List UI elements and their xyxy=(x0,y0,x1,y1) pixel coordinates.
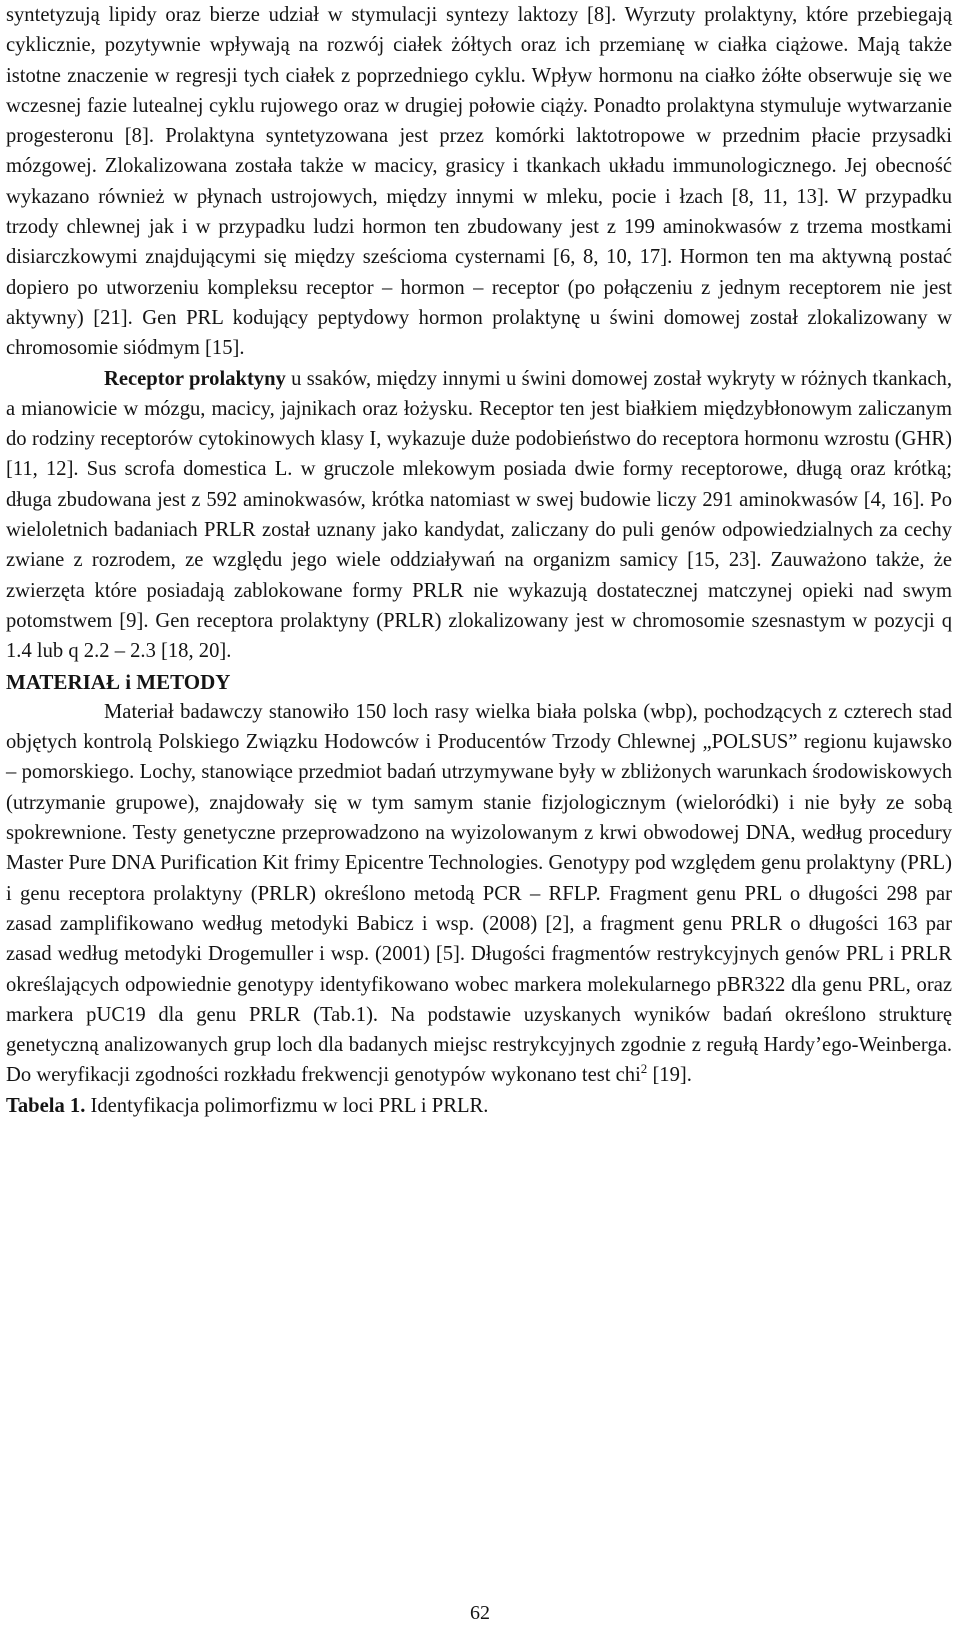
superscript-2: 2 xyxy=(640,1061,648,1077)
table-caption-label: Tabela 1. xyxy=(6,1094,86,1117)
table-caption xyxy=(6,1091,952,1121)
paragraph-prolactin-continuation xyxy=(6,0,952,364)
paragraph-text: Materiał badawczy stanowiło 150 loch rasy wielka biała polska (wbp), pochodzących z czterech stad objętych kontrolą Polskiego Związku Hodowców i Producentów Trzody Chlewnej „POLSUS” regionu kujawsko – pomorskiego. Lochy, stanowiące przedmiot badań utrzymywane były w zbliżonych warunkach środowiskowych (utrzymanie grupowe), znajdowały się w tym samym stanie fizjologicznym (wieloródki) i nie były ze sobą spokrewnione. Testy genetyczne przeprowadzono na wyizolowanym z krwi obwodowej DNA, według procedury Master Pure DNA Purification Kit frimy Epicentre Technologies. Genotypy pod względem genu prolaktyny (PRL) i genu receptora prolaktyny (PRLR) określono metodą PCR – RFLP. Fragment genu PRL o długości 298 par zasad zamplifikowano według metodyki Babicz i wsp. (2008) [2], a fragment genu PRLR o długości 163 par zasad według metodyki Drogemuller i wsp. (2001) [5]. Długości fragmentów restrykcyjnych genów PRL i PRLR określających odpowiednie genotypy identyfikowano wobec markera molekularnego pBR322 dla genu PRL, oraz markera pUC19 dla genu PRLR (Tab.1). Na podstawie uzyskanych wyników badań określono strukturę genetyczną analizowanych grup loch dla badanych miejsc restrykcyjnych zgodnie z regułą Hardy’ego-Weinberga. Do weryfikacji zgodności rozkładu frekwencji genotypów wykonano test chi xyxy=(6,700,952,1087)
document-page xyxy=(6,0,952,1121)
section-heading-material-i-metody: MATERIAŁ i METODY xyxy=(6,669,231,694)
bold-term-receptor-prolaktyny: Receptor prolaktyny xyxy=(104,367,286,390)
paragraph-text: syntetyzują lipidy oraz bierze udział w stymulacji syntezy laktozy [8]. Wyrzuty prolaktyny, które przebiegają cyklicznie, pozytywnie wpływają na rozwój ciałek żółtych oraz ich przemianę w ciałka ciążowe. Mają także istotne znaczenie w regresji tych ciałek z poprzedniego cyklu. Wpływ hormonu na ciałko żółte obserwuje się we wczesnej fazie lutealnej cyklu rujowego oraz w drugiej połowie ciąży. Ponadto prolaktyna stymuluje wytwarzanie progesteronu [8]. Prolaktyna syntetyzowana jest przez komórki laktotropowe w przednim płacie przysadki mózgowej. Zlokalizowana została także w macicy, grasicy i tkankach układu immunologicznego. Jej obecność wykazano również w płynach ustrojowych, między innymi w mleku, pocie i łzach [8, 11, 13]. W przypadku trzody chlewnej jak i w przypadku ludzi hormon ten zbudowany jest z 199 aminokwasów z trzema mostkami disiarczkowymi znajdującymi się między sześcioma cysternami [6, 8, 10, 17]. Hormon ten ma aktywną postać dopiero po utworzeniu kompleksu receptor – hormon – receptor (po połączeniu z jednym receptorem nie jest aktywny) [21]. Gen PRL kodujący peptydowy hormon prolaktynę u świni domowej został zlokalizowany w chromosomie siódmym [15]. xyxy=(6,4,952,360)
paragraph-text: u ssaków, między innymi u świni domowej został wykryty w różnych tkankach, a mianowicie w mózgu, macicy, jajnikach oraz łożysku. Receptor ten jest białkiem międzybłonowym zaliczanym do rodziny receptorów cytokinowych klasy I, wykazuje duże podobieństwo do receptora hormonu wzrostu (GHR) [11, 12]. Sus scrofa domestica L. w gruczole mlekowym posiada dwie formy receptorowe, długą oraz krótką; długa zbudowana jest z 592 aminokwasów, krótka natomiast w swej budowie liczy 291 aminokwasów [4, 16]. Po wieloletnich badaniach PRLR został uznany jako kandydat, zaliczany do puli genów odpowiedzialnych za cechy zwiane z rozrodem, ze względu jego wiele oddziaływań na organizm samicy [15, 23]. Zauważono także, że zwierzęta które posiadają zablokowane formy PRLR nie wykazują dostatecznej matczynej opieki nad swym potomstwem [9]. Gen receptora prolaktyny (PRLR) zlokalizowany jest w chromosomie szesnastym w pozycji q 1.4 lub q 2.2 – 2.3 [18, 20]. xyxy=(6,367,952,663)
paragraph-methods xyxy=(6,697,952,1091)
paragraph-text-tail: [19]. xyxy=(647,1064,692,1087)
page-number: 62 xyxy=(470,1602,490,1624)
table-caption-text: Identyfikacja polimorfizmu w loci PRL i PRLR. xyxy=(85,1094,489,1117)
paragraph-receptor-prolaktyny xyxy=(6,364,952,667)
